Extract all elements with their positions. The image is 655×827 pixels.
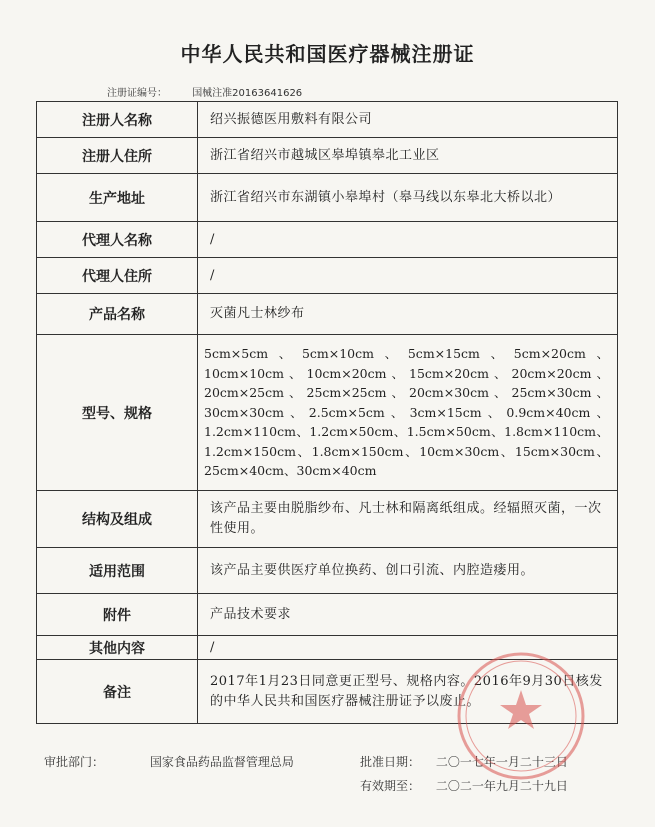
- table-row: [37, 294, 618, 335]
- row-label: 代理人名称: [37, 222, 198, 258]
- row-value: /: [198, 258, 618, 294]
- table-row: [37, 174, 618, 222]
- valid-until-value: 二〇二一年九月二十九日: [435, 779, 568, 793]
- table-row: [37, 222, 618, 258]
- valid-until-block: [360, 777, 568, 794]
- row-value: 灭菌凡士林纱布: [198, 294, 618, 335]
- row-value: /: [198, 636, 618, 660]
- table-row: [37, 636, 618, 660]
- approver-label: 审批部门：: [44, 755, 105, 769]
- registration-number-value: 国械注准20163641626: [192, 88, 303, 99]
- row-label: 型号、规格: [37, 335, 198, 491]
- registration-number-label: 注册证编号：: [107, 88, 167, 99]
- table-row: [37, 258, 618, 294]
- approval-date-value: 二〇一七年一月二十三日: [435, 755, 568, 769]
- approval-date-block: [360, 753, 568, 770]
- document-title: 中华人民共和国医疗器械注册证: [180, 42, 475, 66]
- row-value: 2017年1月23日同意更正型号、规格内容。2016年9月30日核发的中华人民共和国医疗器械注册证予以废止。: [198, 660, 618, 724]
- row-value: 该产品主要供医疗单位换药、创口引流、内腔造瘘用。: [198, 548, 618, 594]
- row-label: 适用范围: [37, 548, 198, 594]
- row-label: 注册人名称: [37, 102, 198, 138]
- table-row: [37, 491, 618, 548]
- row-value: /: [198, 222, 618, 258]
- certificate-table: [36, 101, 618, 724]
- table-row: [37, 594, 618, 636]
- table-row: [37, 660, 618, 724]
- row-value: 绍兴振德医用敷料有限公司: [198, 102, 618, 138]
- row-label: 代理人住所: [37, 258, 198, 294]
- approval-date-label: 批准日期：: [360, 755, 421, 769]
- row-label: 注册人住所: [37, 138, 198, 174]
- row-label: 其他内容: [37, 636, 198, 660]
- row-label: 备注: [37, 660, 198, 724]
- table-row: [37, 335, 618, 491]
- row-label: 生产地址: [37, 174, 198, 222]
- row-label: 结构及组成: [37, 491, 198, 548]
- row-value: 该产品主要由脱脂纱布、凡士林和隔离纸组成。经辐照灭菌，一次性使用。: [198, 491, 618, 548]
- row-value: 浙江省绍兴市东湖镇小皋埠村（皋马线以东皋北大桥以北）: [198, 174, 618, 222]
- row-value: 浙江省绍兴市越城区皋埠镇皋北工业区: [198, 138, 618, 174]
- registration-number: [107, 84, 302, 99]
- approver-value: 国家食品药品监督管理总局: [149, 755, 294, 769]
- table-row: [37, 102, 618, 138]
- row-value: 产品技术要求: [198, 594, 618, 636]
- approver-block: [44, 753, 294, 770]
- valid-until-label: 有效期至：: [360, 779, 421, 793]
- table-row: [37, 548, 618, 594]
- row-label: 产品名称: [37, 294, 198, 335]
- specs-value: 5cm×5cm、5cm×10cm、5cm×15cm、5cm×20cm、10cm×10cm、10cm×20cm、15cm×20cm、20cm×20cm、20cm×25cm、25cm×25cm、20cm×30cm、25cm×30cm、30cm×30cm、2.5cm×5cm、3cm×15cm、0.9cm×40cm、1.2cm×110cm、1.2cm×50cm、1.5cm×50cm、1.8cm×110cm、1.2cm×150cm、1.8cm×150cm、10cm×30cm、15cm×30cm、25cm×40cm、30cm×40cm: [198, 335, 618, 491]
- table-row: [37, 138, 618, 174]
- row-label: 附件: [37, 594, 198, 636]
